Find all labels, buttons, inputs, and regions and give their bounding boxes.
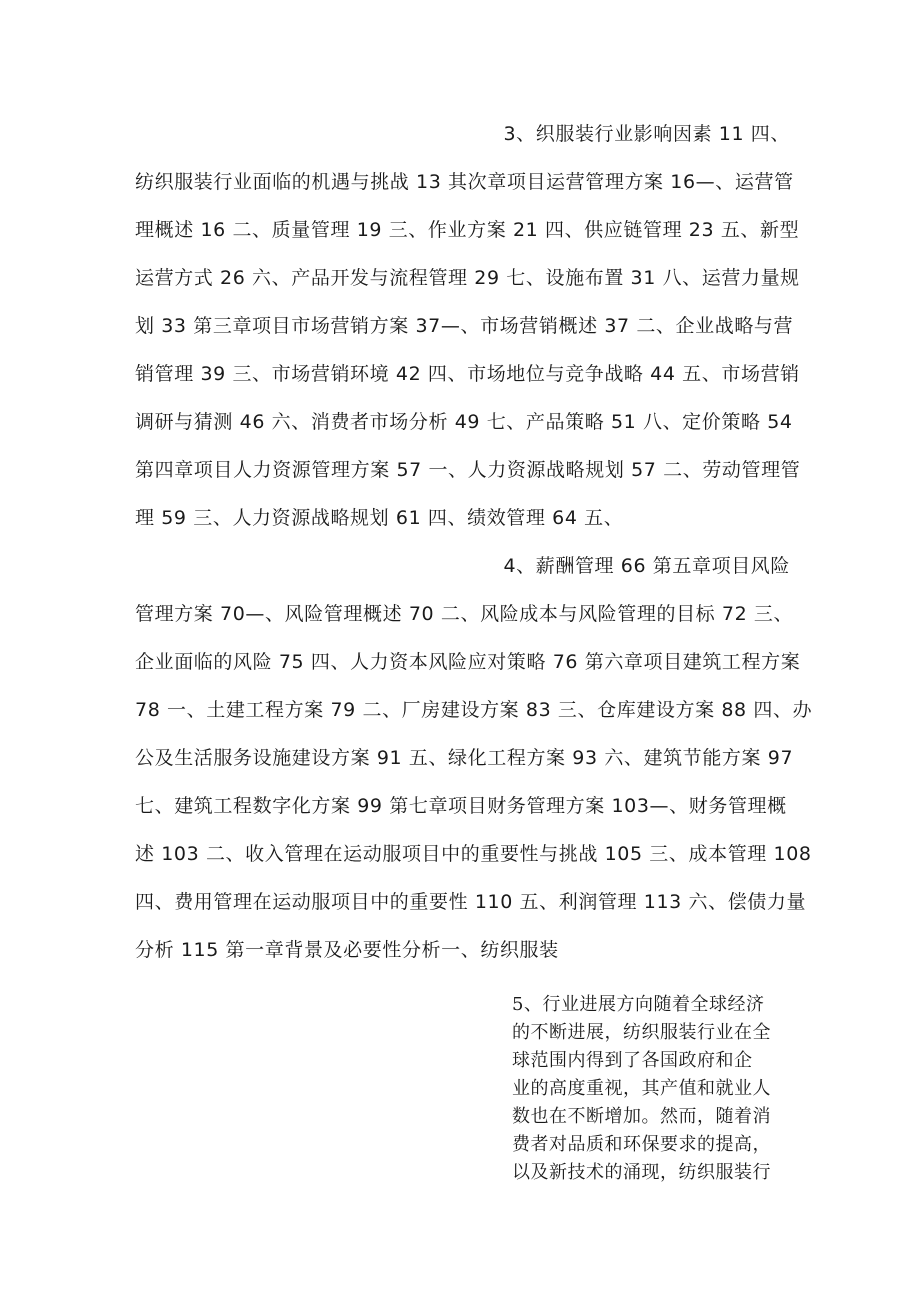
toc-line: 理 59 三、人力资源战略规划 61 四、绩效管理 64 五、 — [135, 507, 624, 529]
paragraph-line: 的不断进展，纺织服装行业在全 — [512, 1022, 771, 1043]
toc-line: 78 一、土建工程方案 79 二、厂房建设方案 83 三、仓库建设方案 88 四、办 — [135, 699, 813, 721]
paragraph-line: 数也在不断增加。然而，随着消 — [512, 1106, 771, 1127]
paragraph-line: 5、行业进展方向随着全球经济 — [512, 994, 765, 1015]
paragraph-line: 球范围内得到了各国政府和企 — [512, 1050, 753, 1071]
toc-line: 述 103 二、收入管理在运动服项目中的重要性与挑战 105 三、成本管理 108 — [135, 843, 812, 865]
toc-line: 分析 115 第一章背景及必要性分析一、纺织服装 — [135, 939, 559, 961]
toc-line: 划 33 第三章项目市场营销方案 37—、市场营销概述 37 二、企业战略与营 — [135, 315, 794, 337]
toc-line: 3、织服装行业影响因素 11 四、 — [503, 123, 790, 145]
toc-line: 管理方案 70—、风险管理概述 70 二、风险成本与风险管理的目标 72 三、 — [135, 603, 794, 625]
toc-line: 第四章项目人力资源管理方案 57 一、人力资源战略规划 57 二、劳动管理管 — [135, 459, 801, 481]
toc-line: 4、薪酬管理 66 第五章项目风险 — [503, 555, 790, 577]
toc-line: 运营方式 26 六、产品开发与流程管理 29 七、设施布置 31 八、运营力量规 — [135, 267, 800, 289]
paragraph-line: 业的高度重视，其产值和就业人 — [512, 1078, 771, 1099]
toc-line: 公及生活服务设施建设方案 91 五、绿化工程方案 93 六、建筑节能方案 97 — [135, 747, 794, 769]
toc-line: 调研与猜测 46 六、消费者市场分析 49 七、产品策略 51 八、定价策略 54 — [135, 411, 793, 433]
toc-line: 四、费用管理在运动服项目中的重要性 110 五、利润管理 113 六、偿债力量 — [135, 891, 807, 913]
toc-line: 纺织服装行业面临的机遇与挑战 13 其次章项目运营管理方案 16—、运营管 — [135, 171, 794, 193]
toc-line: 七、建筑工程数字化方案 99 第七章项目财务管理方案 103—、财务管理概 — [135, 795, 787, 817]
paragraph-line: 以及新技术的涌现，纺织服装行 — [512, 1162, 771, 1183]
toc-line: 企业面临的风险 75 四、人力资本风险应对策略 76 第六章项目建筑工程方案 — [135, 651, 801, 673]
paragraph-line: 费者对品质和环保要求的提高， — [512, 1134, 771, 1155]
toc-line: 销管理 39 三、市场营销环境 42 四、市场地位与竞争战略 44 五、市场营销 — [135, 363, 800, 385]
toc-line: 理概述 16 二、质量管理 19 三、作业方案 21 四、供应链管理 23 五、新型 — [135, 219, 800, 241]
